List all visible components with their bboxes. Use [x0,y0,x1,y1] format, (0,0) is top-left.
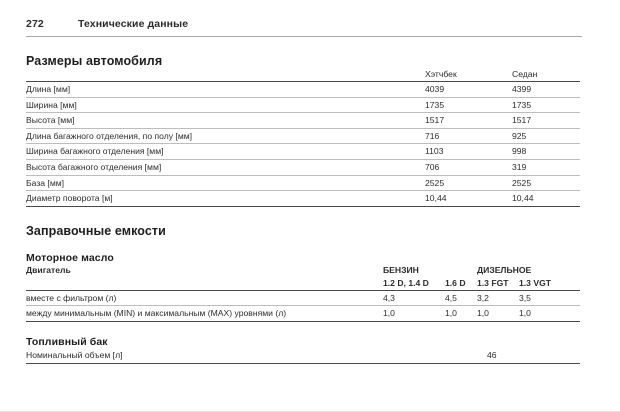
table-row [26,191,580,207]
row-label: Номинальный объем [л] [26,348,487,363]
dimensions-table [26,68,580,207]
dimensions-column-headers [26,68,580,82]
row-label: Ширина [мм] [26,97,425,113]
fuel-group-diesel: ДИЗЕЛЬНОЕ [477,264,532,275]
row-label: Ширина багажного отделения [мм] [26,144,425,160]
dimensions-head-blank [26,68,425,82]
subsection-heading-engine-oil: Моторное масло [26,251,114,264]
row-value-hatchback: 1517 [425,113,512,129]
header-divider [26,36,582,37]
row-label: между минимальным (MIN) и максимальным (MAX) уровнями (л) [26,306,383,322]
engine-oil-table [26,264,580,322]
row-value-13vgt: 1,0 [519,306,580,322]
row-value-hatchback: 1103 [425,144,512,160]
engine-label: Двигатель [26,264,71,275]
table-row [26,348,580,363]
engine-head-blank [26,277,383,291]
row-value-sedan: 1735 [512,97,580,113]
engine-head-16d: 1.6 D [445,277,466,288]
page-number: 272 [26,18,44,30]
section-heading-capacities: Заправочные емкости [26,223,166,238]
dimensions-head-hatchback: Хэтчбек [425,69,457,79]
row-value-hatchback: 2525 [425,175,512,191]
page-content [26,0,582,364]
engine-oil-group-headers [26,264,580,277]
row-value-13fgt: 3,2 [477,290,519,306]
section-heading-dimensions: Размеры автомобиля [26,54,163,68]
subsection-heading-fuel-tank: Топливный бак [26,335,108,348]
row-value-hatchback: 1735 [425,97,512,113]
engine-head-13vgt: 1.3 VGT [519,277,552,288]
row-value-13vgt: 3,5 [519,290,580,306]
engine-head-13fgt: 1.3 FGT [477,277,509,288]
row-value-12d-14d: 1,0 [383,306,445,322]
engine-head-12d-14d: 1.2 D, 1.4 D [383,277,429,288]
row-label: Высота багажного отделения [мм] [26,159,425,175]
row-value-sedan: 319 [512,159,580,175]
row-value-16d: 1,0 [445,306,477,322]
row-value-sedan: 10,44 [512,191,580,207]
fuel-group-gasoline: БЕНЗИН [383,264,419,275]
table-row [26,82,580,98]
row-value-hatchback: 706 [425,159,512,175]
row-value-hatchback: 716 [425,128,512,144]
dimensions-head-sedan: Седан [512,69,538,79]
fuel-tank-table [26,348,580,364]
row-value-sedan: 998 [512,144,580,160]
row-value-hatchback: 4039 [425,82,512,98]
row-label: Длина [мм] [26,82,425,98]
row-label: Диаметр поворота [м] [26,191,425,207]
row-label: Длина багажного отделения, по полу [мм] [26,128,425,144]
table-row [26,306,580,322]
table-row [26,144,580,160]
row-label: вместе с фильтром (л) [26,290,383,306]
table-row [26,290,580,306]
table-row [26,113,580,129]
table-row [26,128,580,144]
row-label: Высота [мм] [26,113,425,129]
table-row [26,175,580,191]
page-title: Технические данные [78,18,189,30]
row-value-sedan: 1517 [512,113,580,129]
row-value-sedan: 2525 [512,175,580,191]
row-value-sedan: 4399 [512,82,580,98]
row-value-hatchback: 10,44 [425,191,512,207]
row-value-13fgt: 1,0 [477,306,519,322]
row-value-sedan: 925 [512,128,580,144]
row-value-12d-14d: 4,3 [383,290,445,306]
row-value-16d: 4,5 [445,290,477,306]
table-row [26,97,580,113]
row-value-nominal-volume: 46 [487,348,580,363]
engine-oil-column-headers [26,277,580,291]
page-header [26,0,582,30]
row-label: База [мм] [26,175,425,191]
table-row [26,159,580,175]
